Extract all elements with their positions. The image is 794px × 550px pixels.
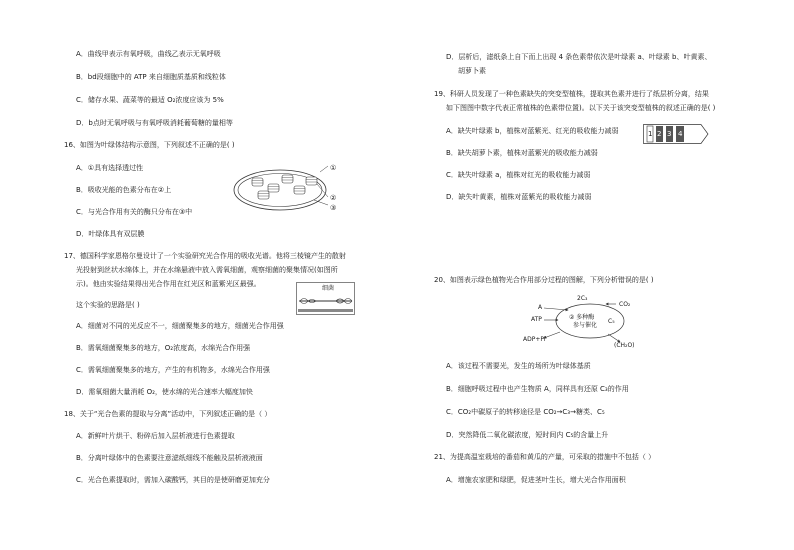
band-label-2: 2 xyxy=(657,130,662,138)
figure-label-bacteria: 细菌 xyxy=(322,285,335,292)
q17-option-b: B．需氧细菌聚集多的地方，O₂浓度高，水绵光合作用强 xyxy=(76,344,251,352)
calvin-cycle-diagram xyxy=(530,290,660,350)
q18-option-a: A．新鲜叶片烘干、粉碎后加入层析液进行色素提取 xyxy=(76,432,235,440)
q16-stem: 16、如图为叶绿体结构示意图，下列叙述不正确的是( ) xyxy=(64,141,235,149)
q19-option-d: D．缺失叶黄素，植株对蓝紫光的吸收能力减弱 xyxy=(446,193,592,201)
label-enzymes: ② 多种酶 xyxy=(569,314,595,321)
q17-stem-line-2: 光投射到丝状水绵体上，并在水绵悬液中放入需氧细菌，观察细菌的聚集情况(如图所 xyxy=(76,266,338,274)
q16-label-2: ② xyxy=(330,194,337,202)
q16-option-d: D．叶绿体具有双层膜 xyxy=(76,230,145,238)
q17-stem-line-4: 这个实验的思路是( ) xyxy=(76,301,140,309)
q17-stem-line-3: 示)。他由实验结果得出光合作用在红光区和蓝紫光区最强。 xyxy=(76,280,261,288)
q16-option-c: C．与光合作用有关的酶只分布在③中 xyxy=(76,208,193,216)
q21-option-a: A．增施农家肥和绿肥，促进茎叶生长，增大光合作用面积 xyxy=(446,476,626,484)
band-label-1: 1 xyxy=(648,130,653,138)
q17-stem-line-1: 17、德国科学家恩格尔曼设计了一个实验研究光合作用的吸收光谱。他将三棱镜产生的散射 xyxy=(64,252,346,260)
q20-stem: 20、如图表示绿色植物光合作用部分过程的图解，下列分析错误的是( ) xyxy=(434,276,654,284)
q19-option-b: B．缺失胡萝卜素，植株对蓝紫光的吸收能力减弱 xyxy=(446,149,598,157)
q18-stem: 18、关于“光合色素的提取与分离”活动中，下列叙述正确的是（ ） xyxy=(64,410,272,418)
q17-option-c: C．需氧细菌聚集多的地方，产生的有机物多，水绵光合作用强 xyxy=(76,366,270,374)
q20-option-c: C．CO₂中碳原子的转移途径是 CO₂→C₃→糖类、C₅ xyxy=(446,408,605,416)
q19-option-c: C．缺失叶绿素 a，植株对红光的吸收能力减弱 xyxy=(446,171,591,179)
q15-option-a: A．曲线甲表示有氧呼吸，曲线乙表示无氧呼吸 xyxy=(76,50,221,58)
q15-option-d: D．b点时无氧呼吸与有氧呼吸消耗葡萄糖的量相等 xyxy=(76,119,233,127)
chromatography-strip xyxy=(643,124,709,144)
q20-option-d: D．突然降低二氧化碳浓度，短时间内 C₅的含量上升 xyxy=(446,431,609,439)
label-a: A xyxy=(538,304,543,311)
q18-option-c: C．光合色素提取时，需加入碳酸钙，其目的是使研磨更加充分 xyxy=(76,476,270,484)
q15-option-c: C．储存水果、蔬菜等的最适 O₂浓度应该为 5% xyxy=(76,96,224,104)
q15-option-b: B．bd段细胞中的 ATP 来自细胞质基质和线粒体 xyxy=(76,73,226,81)
q19-option-a: A．缺失叶绿素 b，植株对蓝紫光、红光的吸收能力减弱 xyxy=(446,127,619,135)
q16-label-1: ① xyxy=(330,164,337,172)
band-label-3: 3 xyxy=(667,130,672,138)
q16-label-3: ③ xyxy=(330,204,337,212)
q20-option-b: B．细胞呼吸过程中也产生物质 A，同样具有还原 C₃的作用 xyxy=(446,385,629,393)
q17-option-d: D．需氧细菌大量消耗 O₂，使水绵的光合速率大幅度加快 xyxy=(76,388,253,396)
label-2c3: 2C₃ xyxy=(577,295,588,302)
q18-option-d-line-1: D．层析后，滤纸条上自下而上出现 4 条色素带依次是叶绿素 a、叶绿素 b、叶黄素、 xyxy=(446,53,712,61)
label-c5: C₅ xyxy=(608,318,615,325)
label-ch2o: (CH₂O) xyxy=(614,342,635,349)
q16-option-a: A．①具有选择透过性 xyxy=(76,164,144,172)
label-atp: ATP xyxy=(531,316,542,323)
q19-stem-line-1: 19、科研人员发现了一种色素缺失的突变型植株，提取其色素并进行了纸层析分离，结果 xyxy=(434,90,709,98)
q18-option-d-line-2: 胡萝卜素 xyxy=(458,67,486,75)
q17-option-a: A．细菌对不同的光反应不一，细菌聚集多的地方，细菌光合作用强 xyxy=(76,322,284,330)
q16-option-b: B．吸收光能的色素分布在②上 xyxy=(76,186,172,194)
q21-stem: 21、为提高温室栽培的番茄和黄瓜的产量，可采取的措施中不包括（ ） xyxy=(434,453,656,461)
q19-stem-line-2: 如下图图中数字代表正常植株的色素带位置)。以下关于该突变型植株的叙述正确的是( ) xyxy=(446,104,716,112)
band-label-4: 4 xyxy=(678,130,683,138)
q20-option-a: A．该过程不需要光，发生的场所为叶绿体基质 xyxy=(446,362,591,370)
label-adp-pi: ADP+Pi xyxy=(523,336,546,343)
q18-option-b: B．分离叶绿体中的色素要注意滤纸细线不能触及层析液液面 xyxy=(76,454,263,462)
label-catalysis: 参与催化 xyxy=(573,322,598,329)
label-co2: CO₂ xyxy=(619,301,631,308)
